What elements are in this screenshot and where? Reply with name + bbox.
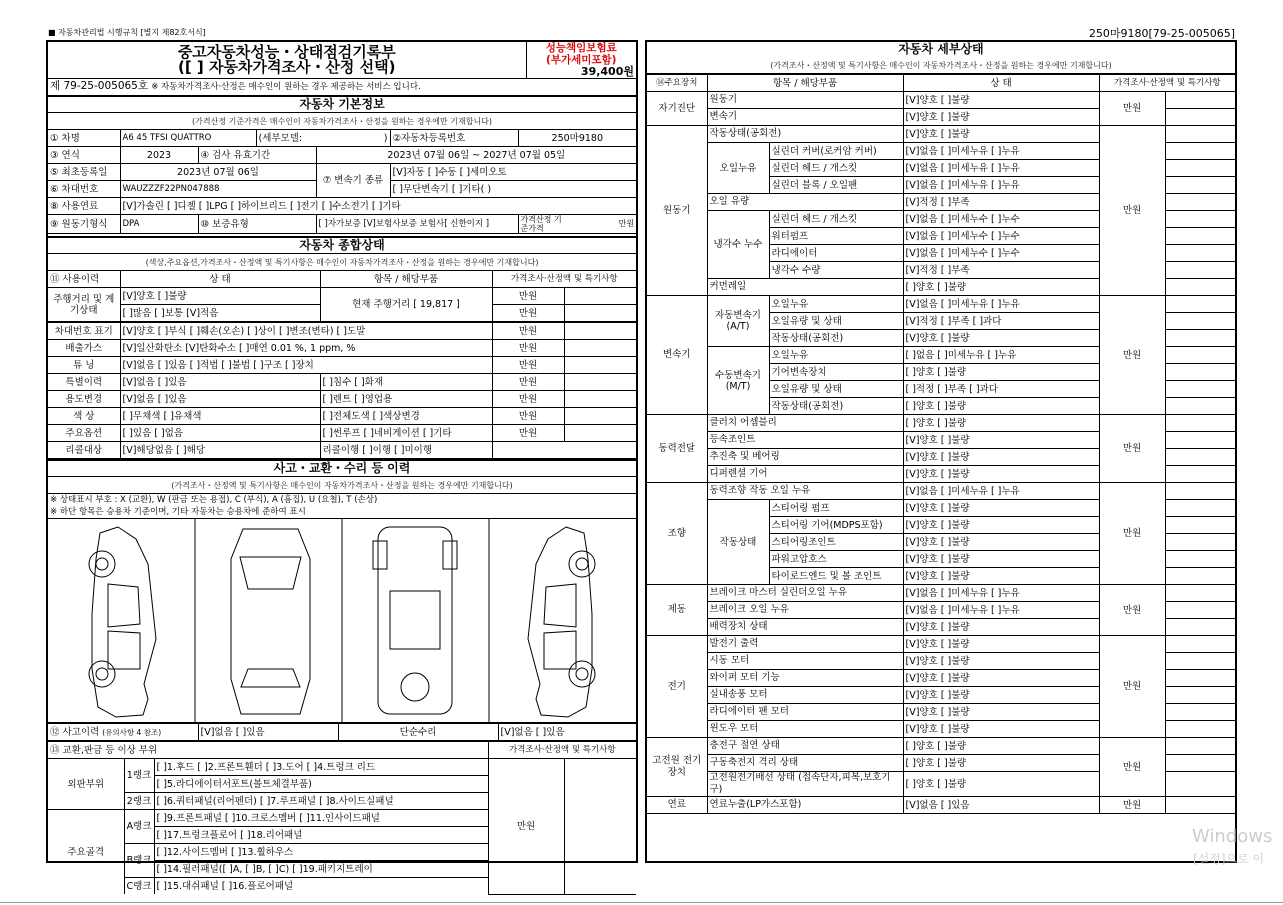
insurance-label: 성능책임보험료: [545, 42, 617, 54]
warranty-label: ⑩ 보증유형: [198, 215, 316, 234]
transmission-line-1: [V]자동 [ ]수동 [ ]세미오토: [390, 164, 636, 181]
detail-status: [V]양호 [ ]불량: [903, 551, 1099, 568]
overall-row-label: 배출가스: [48, 340, 120, 357]
detail-status: [ ]양호 [ ]불량: [903, 415, 1099, 432]
overall-row: [48, 340, 636, 357]
detail-table: [647, 74, 1235, 814]
serial-note: ※ 자동차가격조사·산정은 매수인이 원하는 경우 제공하는 서비스 입니다.: [151, 82, 421, 92]
mileage-current: 현재 주행거리 [ 19,817 ]: [320, 288, 492, 322]
parts-title: ⑬ 교환,판금 등 이상 부위: [48, 742, 488, 759]
parts-price-header: 가격조사·산정액 및 특기사항: [488, 742, 636, 759]
detail-row: [647, 483, 1235, 500]
detail-part: 윈도우 모터: [707, 721, 903, 738]
detail-status: [V]없음 [ ]미세누수 [ ]누수: [903, 228, 1099, 245]
detail-part: 디퍼렌셜 기어: [707, 466, 903, 483]
overall-row-state: [V]해당없음 [ ]해당: [120, 442, 320, 459]
transmission-label: ⑦ 변속기 종류: [316, 164, 390, 198]
overall-row: [48, 323, 636, 340]
detail-status: [V]없음 [ ]있음: [903, 797, 1099, 814]
form-title: 중고자동차성능・상태점검기록부: [177, 43, 396, 61]
detail-part: 브레이크 오일 누유: [707, 602, 903, 619]
serial-number: 제 79-25-005065호: [50, 80, 149, 92]
detail-part: 등속조인트: [707, 432, 903, 449]
rank2-line: [ ]6.쿼터패널(리어펜더) [ ]7.루프패널 [ ]8.사이드실패널: [154, 793, 488, 810]
warranty-value: [ ]자가보증 [V]보험사보증 보험사[ 신한이지 ]: [316, 215, 518, 234]
rankA-line-1: [ ]9.프론트패널 [ ]10.크로스멤버 [ ]11.인사이드패널: [154, 810, 488, 827]
detail-price-unit: 만원: [1099, 296, 1165, 415]
device-group-label: 고전원 전기장치: [647, 738, 707, 797]
detail-model-label: (세부모델:: [258, 132, 303, 144]
outer-panel-label: 외판부위: [48, 759, 124, 810]
detail-part: 원동기: [707, 92, 903, 109]
detail-status: [V]적정 [ ]부족: [903, 194, 1099, 211]
vin-value: WAUZZZF22PN047888: [120, 181, 316, 198]
detail-status: [V]양호 [ ]불량: [903, 721, 1099, 738]
parts-table: [48, 741, 636, 895]
detail-part: 실내송풍 모터: [707, 687, 903, 704]
price-basis-label: 가격산정 기준가격: [520, 215, 562, 233]
detail-price-unit: 만원: [1099, 738, 1165, 797]
legend-line-1: ※ 상태표시 부호 : X (교환), W (판금 또는 용접), C (부식), A (흠집), U (요철), T (손상): [48, 494, 636, 507]
overall-row-state: [V]양호 [ ]부식 [ ]훼손(오손) [ ]상이 [ ]변조(변타) [ ]도말: [120, 323, 492, 340]
detail-status: [V]없음 [ ]미세누수 [ ]누수: [903, 245, 1099, 262]
overall-row-price: 만원: [492, 374, 564, 391]
detail-status: [V]적정 [ ]부족: [903, 262, 1099, 279]
detail-status: [ ]양호 [ ]불량: [903, 772, 1099, 797]
detail-status: [V]없음 [ ]미세누유 [ ]누유: [903, 177, 1099, 194]
overall-row-price: 만원: [492, 323, 564, 340]
rankA-line-2: [ ]17.트렁크플로어 [ ]18.리어패널: [154, 827, 488, 844]
basic-info-table: [48, 96, 636, 234]
device-group-label: 제동: [647, 585, 707, 636]
overall-row-item: 리콜이행 [ ]이행 [ ]미이행: [320, 442, 492, 459]
insurance-label-2: (부가세미포함): [546, 54, 617, 66]
first-reg-label: ⑤ 최초등록일: [48, 164, 120, 181]
overall-row-state: [V]없음 [ ]있음 [ ]적법 [ ]불법 [ ]구조 [ ]장치: [120, 357, 492, 374]
detail-status: [V]없음 [ ]미세누유 [ ]누유: [903, 143, 1099, 160]
detail-status: [V]양호 [ ]불량: [903, 432, 1099, 449]
detail-part: 오일누유: [769, 347, 903, 364]
overall-row-price: 만원: [492, 340, 564, 357]
mileage-label: 주행거리 및 계기상태: [48, 288, 120, 322]
rank1-label: 1랭크: [124, 759, 154, 793]
detail-title: 자동차 세부상태: [898, 42, 984, 56]
detail-part: 추진축 및 베어링: [707, 449, 903, 466]
valid-value: 2023년 07월 06일 ~ 2027년 07월 05일: [316, 147, 636, 164]
basic-info-note: (가격산정 기준가격은 매수인이 자동차가격조사・산정을 원하는 경우에만 기재합니다): [48, 113, 636, 130]
overall-row-label: 특별이력: [48, 374, 120, 391]
detail-header: [647, 42, 1235, 74]
right-panel: [645, 40, 1237, 863]
parts-unit: 만원: [488, 759, 564, 895]
reg-no-label: ②자동차등록번호: [390, 130, 518, 147]
detail-price-unit: 만원: [1099, 585, 1165, 636]
left-panel: [46, 40, 638, 892]
bottom-divider: [0, 902, 1283, 903]
overall-row-item: [ ]렌트 [ ]영업용: [320, 391, 492, 408]
detail-part: 워터펌프: [769, 228, 903, 245]
vin-label: ⑥ 차대번호: [48, 181, 120, 198]
document-id: 250마9180[79-25-005065]: [1088, 27, 1235, 40]
simple-repair-label: 단순수리: [338, 724, 498, 741]
detail-price-unit: 만원: [1099, 483, 1165, 585]
detail-price-unit: 만원: [1099, 415, 1165, 483]
rankB-label: B랭크: [124, 844, 154, 878]
detail-part: 실린더 헤드 / 개스킷: [769, 160, 903, 177]
detail-status: [V]없음 [ ]미세누수 [ ]누수: [903, 211, 1099, 228]
legend-line-2: ※ 하단 항목은 승용차 기준이며, 기타 자동차는 승용차에 준하여 표시: [48, 506, 636, 519]
fuel-value: [V]가솔린 [ ]디젤 [ ]LPG [ ]하이브리드 [ ]전기 [ ]수소전기 [ ]기타: [120, 198, 636, 215]
detail-status: [ ]없음 [ ]미세누유 [ ]누유: [903, 347, 1099, 364]
detail-part: 와이퍼 모터 기능: [707, 670, 903, 687]
rankC-line: [ ]15.대쉬패널 [ ]16.플로어패널: [154, 878, 488, 895]
detail-part: 연료누출(LP가스포함): [707, 797, 903, 814]
engine-value: DPA: [120, 215, 198, 234]
detail-status: [V]없음 [ ]미세누유 [ ]누유: [903, 602, 1099, 619]
detail-part: 동력조향 작동 오일 누유: [707, 483, 903, 500]
detail-part: 오일유량 및 상태: [769, 313, 903, 330]
rankB-line-2: [ ]14.필러패널([ ]A, [ ]B, [ ]C) [ ]19.패키지트레이: [154, 861, 488, 878]
overall-row: [48, 374, 636, 391]
detail-status: [V]양호 [ ]불량: [903, 449, 1099, 466]
detail-part: 라디에이터: [769, 245, 903, 262]
accident-title: 사고・교환・수리 등 이력: [48, 460, 636, 477]
detail-part: 냉각수 수량: [769, 262, 903, 279]
device-group-label: 전기: [647, 636, 707, 738]
sub-group-label: 오일누유: [707, 143, 769, 194]
detail-part: 파워고압호스: [769, 551, 903, 568]
detail-status: [ ]양호 [ ]불량: [903, 755, 1099, 772]
price-note-header: 가격조사·산정액 및 특기사항: [1099, 75, 1235, 92]
rank1-line-1: [ ]1.후드 [ ]2.프론트휀더 [ ]3.도어 [ ]4.트렁크 리드: [154, 759, 488, 776]
car-damage-diagram: [48, 519, 636, 723]
device-group-label: 변속기: [647, 296, 707, 415]
sub-group-label: 자동변속기 (A/T): [707, 296, 769, 347]
detail-row: [647, 585, 1235, 602]
price-basis-unit: 만원: [618, 219, 635, 228]
overall-row-state: [ ]있음 [ ]없음: [120, 425, 320, 442]
status-header: 상 태: [903, 75, 1099, 92]
sub-group-label: 냉각수 누수: [707, 211, 769, 279]
detail-price-unit: 만원: [1099, 126, 1165, 296]
mileage-price-2: 만원: [492, 305, 564, 322]
insurance-fee: 39,400원: [580, 65, 634, 78]
detail-part: 오일 유량: [707, 194, 903, 211]
valid-label: ④ 검사 유효기간: [198, 147, 316, 164]
mileage-price: 만원: [492, 288, 564, 305]
windows-watermark-sub: [설정]으로 이: [1193, 852, 1265, 866]
detail-status: [V]양호 [ ]불량: [903, 500, 1099, 517]
overall-row-state: [V]없음 [ ]있음: [120, 391, 320, 408]
detail-status: [V]양호 [ ]불량: [903, 619, 1099, 636]
detail-part: 발전기 출력: [707, 636, 903, 653]
device-group-label: 자기진단: [647, 92, 707, 126]
detail-status: [V]양호 [ ]불량: [903, 534, 1099, 551]
basic-info-title: 자동차 기본정보: [48, 97, 636, 113]
detail-status: [V]없음 [ ]미세누유 [ ]누유: [903, 585, 1099, 602]
detail-status: [ ]적정 [ ]부족 [ ]과다: [903, 381, 1099, 398]
year-value: 2023: [120, 147, 198, 164]
detail-status: [ ]양호 [ ]불량: [903, 738, 1099, 755]
device-group-label: 원동기: [647, 126, 707, 296]
device-group-label: 조향: [647, 483, 707, 585]
detail-part: 스티어링 펌프: [769, 500, 903, 517]
overall-row-label: 차대번호 표기: [48, 323, 120, 340]
overall-row-price: 만원: [492, 408, 564, 425]
overall-row-state: [ ]무채색 [ ]유채색: [120, 408, 320, 425]
form-subtitle: ([ ] 자동차가격조사・산정 선택): [178, 58, 396, 76]
accident-note: (가격조사・산정액 및 특기사항은 매수인이 자동차가격조사・산정을 원하는 경우에만 기재합니다): [48, 477, 636, 494]
detail-part: 작동상태(공회전): [769, 398, 903, 415]
frame-label: 주요골격: [48, 810, 124, 895]
detail-status: [V]양호 [ ]불량: [903, 653, 1099, 670]
overall-row-label: 리콜대상: [48, 442, 120, 459]
rank2-label: 2랭크: [124, 793, 154, 810]
detail-part: 작동상태(공회전): [769, 330, 903, 347]
first-reg-value: 2023년 07월 06일: [120, 164, 316, 181]
detail-part: 오일누유: [769, 296, 903, 313]
overall-row: [48, 357, 636, 374]
detail-status: [V]양호 [ ]불량: [903, 636, 1099, 653]
overall-rows: [48, 322, 636, 459]
overall-row: [48, 442, 636, 459]
detail-part: 시동 모터: [707, 653, 903, 670]
detail-status: [V]양호 [ ]불량: [903, 109, 1099, 126]
device-group-label: 연료: [647, 797, 707, 814]
detail-price-unit: 만원: [1099, 636, 1165, 738]
reg-no-value: 250마9180: [518, 130, 636, 147]
detail-status: [V]양호 [ ]불량: [903, 568, 1099, 585]
title-block: [48, 42, 636, 96]
detail-part: 충전구 절연 상태: [707, 738, 903, 755]
detail-part: 실린더 헤드 / 개스킷: [769, 211, 903, 228]
overall-state-note: (색상,주요옵션,가격조사・산정액 및 특기사항은 매수인이 자동차가격조사・산정을 원하는 경우에만 기재합니다): [48, 254, 636, 271]
windows-watermark: Windows: [1192, 826, 1273, 847]
detail-part: 클러치 어셈블리: [707, 415, 903, 432]
detail-note: (가격조사・산정액 및 특기사항은 매수인이 자동차가격조사・산정을 원하는 경우에만 기재합니다): [647, 57, 1235, 74]
detail-status: [V]양호 [ ]불량: [903, 330, 1099, 347]
car-diagram-svg: [48, 519, 636, 722]
state-header: 상 태: [120, 271, 320, 288]
detail-part: 구동축전지 격리 상태: [707, 755, 903, 772]
usage-history-header: ⑪ 사용이력: [48, 271, 120, 288]
detail-row: [647, 296, 1235, 313]
accident-table: [48, 459, 636, 519]
detail-part: 스티어링 기어(MDPS포함): [769, 517, 903, 534]
detail-row: [647, 738, 1235, 755]
detail-part: 고전원전기배선 상태 (접속단자,피복,보호기구): [707, 772, 903, 797]
detail-status: [V]양호 [ ]불량: [903, 466, 1099, 483]
overall-row-item: [ ]전체도색 [ ]색상변경: [320, 408, 492, 425]
overall-row: [48, 391, 636, 408]
overall-row-label: 색 상: [48, 408, 120, 425]
accident-value: [V]없음 [ ]있음: [198, 724, 338, 741]
price-header: 가격조사·산정액 및 특기사항: [492, 271, 636, 288]
detail-row: [647, 636, 1235, 653]
detail-status: [V]양호 [ ]불량: [903, 517, 1099, 534]
overall-row-label: 튜 닝: [48, 357, 120, 374]
overall-row-item: [ ]침수 [ ]화재: [320, 374, 492, 391]
mileage-status: [V]양호 [ ]불량: [120, 288, 320, 305]
mileage-amount: [ ]많음 [ ]보통 [V]적음: [120, 305, 320, 322]
sub-group-label: 수동변속기 (M/T): [707, 347, 769, 415]
overall-state-title: 자동차 종합상태: [48, 237, 636, 254]
rankC-label: C랭크: [124, 878, 154, 895]
detail-price-unit: 만원: [1099, 797, 1165, 814]
detail-status: [V]없음 [ ]미세누유 [ ]누유: [903, 160, 1099, 177]
detail-part: 실린더 커버(로커암 커버): [769, 143, 903, 160]
car-name-label: ① 차명: [48, 130, 120, 147]
rank1-line-2: [ ]5.라디에이터서포트(볼트체결부품): [154, 776, 488, 793]
detail-row: [647, 126, 1235, 143]
detail-part: 변속기: [707, 109, 903, 126]
device-header: ⑭주요장치: [647, 75, 707, 92]
overall-row-price: 만원: [492, 425, 564, 442]
overall-row: [48, 425, 636, 442]
detail-row: [647, 415, 1235, 432]
accident-history-row: [48, 723, 636, 741]
detail-part: 라디에이터 팬 모터: [707, 704, 903, 721]
detail-part: 브레이크 마스터 실린더오일 누유: [707, 585, 903, 602]
detail-row: [647, 797, 1235, 814]
car-name-value: A6 45 TFSI QUATTRO: [120, 130, 256, 147]
detail-part: 타이로드엔드 및 볼 조인트: [769, 568, 903, 585]
detail-status: [V]없음 [ ]미세누유 [ ]누유: [903, 483, 1099, 500]
detail-part: 스티어링조인트: [769, 534, 903, 551]
engine-label: ⑨ 원동기형식: [48, 215, 120, 234]
overall-row-price: 만원: [492, 357, 564, 374]
form-reference: ■ 자동차관리법 시행규칙 [별지 제82호서식]: [48, 28, 206, 37]
detail-price-unit: 만원: [1099, 92, 1165, 126]
detail-row: [647, 92, 1235, 109]
detail-status: [ ]양호 [ ]불량: [903, 279, 1099, 296]
sub-group-label: 작동상태: [707, 500, 769, 585]
overall-row-label: 주요옵션: [48, 425, 120, 442]
detail-part: 오일유량 및 상태: [769, 381, 903, 398]
item-header: 항목 / 해당부품: [320, 271, 492, 288]
overall-state-table: [48, 236, 636, 322]
detail-part: 기어변속장치: [769, 364, 903, 381]
detail-status: [V]양호 [ ]불량: [903, 687, 1099, 704]
simple-repair-value: [V]없음 [ ]있음: [498, 724, 636, 741]
fuel-label: ⑧ 사용연료: [48, 198, 120, 215]
overall-row-price: 만원: [492, 391, 564, 408]
detail-status: [V]양호 [ ]불량: [903, 126, 1099, 143]
overall-row-state: [V]일산화탄소 [V]탄화수소 [ ]매연 0.01 %, 1 ppm, %: [120, 340, 492, 357]
accident-label: ⑫ 사고이력: [50, 726, 100, 738]
overall-row: [48, 408, 636, 425]
detail-status: [V]양호 [ ]불량: [903, 704, 1099, 721]
detail-status: [ ]양호 [ ]불량: [903, 364, 1099, 381]
detail-status: [V]적정 [ ]부족 [ ]과다: [903, 313, 1099, 330]
detail-part: 배력장치 상태: [707, 619, 903, 636]
detail-part: 작동상태(공회전): [707, 126, 903, 143]
transmission-line-2: [ ]무단변속기 [ ]기타( ): [390, 181, 636, 198]
detail-model-close: ): [383, 132, 388, 144]
accident-ref: (유의사항 4 참조): [102, 727, 162, 737]
overall-row-label: 용도변경: [48, 391, 120, 408]
year-label: ③ 연식: [48, 147, 120, 164]
device-group-label: 동력전달: [647, 415, 707, 483]
detail-status: [ ]양호 [ ]불량: [903, 398, 1099, 415]
detail-status: [V]양호 [ ]불량: [903, 92, 1099, 109]
overall-row-item: [ ]썬루프 [ ]네비게이션 [ ]기타: [320, 425, 492, 442]
detail-part: 실린더 블록 / 오일팬: [769, 177, 903, 194]
detail-status: [V]양호 [ ]불량: [903, 670, 1099, 687]
rankA-label: A랭크: [124, 810, 154, 844]
part-header: 항목 / 해당부품: [707, 75, 903, 92]
detail-part: 커먼레일: [707, 279, 903, 296]
rankB-line-1: [ ]12.사이드멤버 [ ]13.휠하우스: [154, 844, 488, 861]
overall-row-state: [V]없음 [ ]있음: [120, 374, 320, 391]
detail-status: [V]없음 [ ]미세누유 [ ]누유: [903, 296, 1099, 313]
